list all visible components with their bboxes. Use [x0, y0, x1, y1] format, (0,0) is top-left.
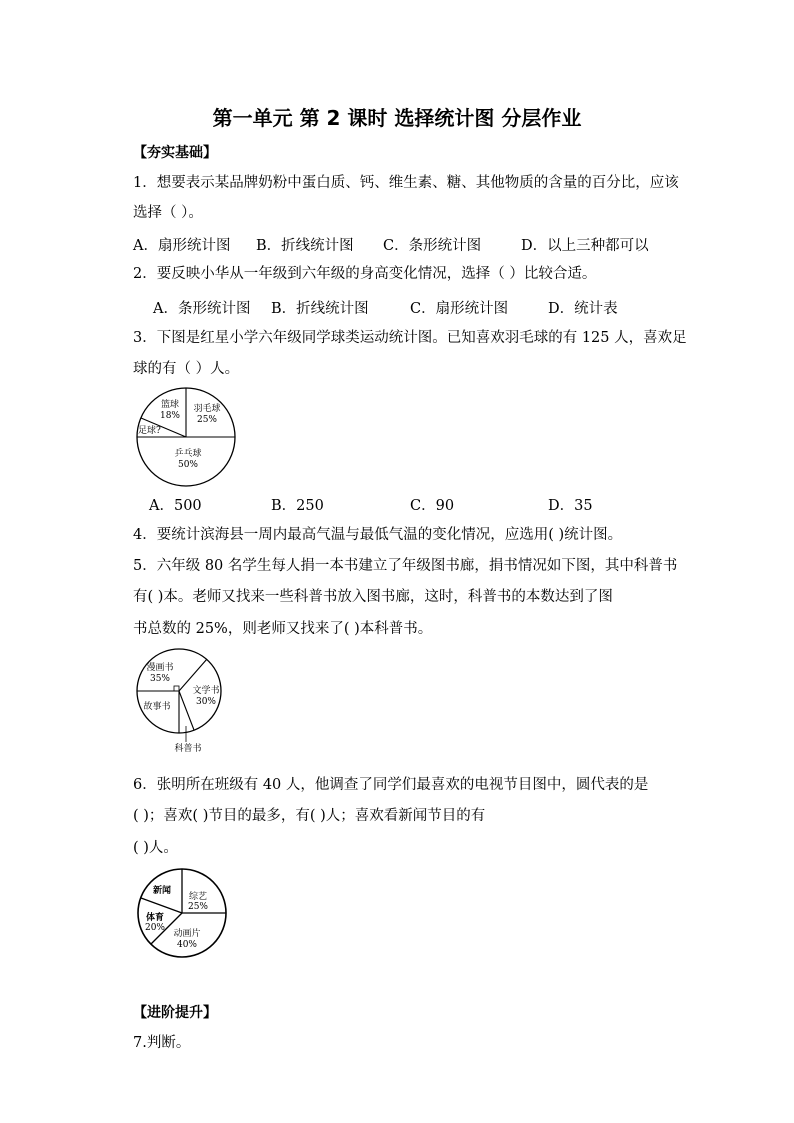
q6-text-line2: ( )；喜欢( )节目的最多，有( )人；喜欢看新闻节目的有	[133, 808, 486, 824]
q6-label-variety-pct: 25%	[187, 902, 209, 912]
q6-text-line1: 6．张明所在班级有 40 人，他调查了同学们最喜欢的电视节目图中，圆代表的是	[133, 777, 649, 793]
q2-option-b: B．折线统计图	[271, 301, 369, 317]
q3-label-pingpong: 乒乓球	[174, 449, 202, 459]
q2-option-d: D．统计表	[548, 301, 618, 317]
q5-label-literature: 文学书	[192, 686, 220, 696]
section-advanced-heading: 【进阶提升】	[133, 1005, 217, 1021]
q6-label-cartoon-pct: 40%	[176, 940, 198, 950]
q3-option-c: C．90	[410, 498, 455, 514]
q5-label-story: 故事书	[143, 702, 171, 712]
q5-label-comic-pct: 35%	[149, 674, 171, 684]
q7-text-line1: 7.判断。	[133, 1035, 191, 1051]
q6-tv-programs-pie-chart	[135, 866, 235, 964]
q2-option-a: A．条形统计图	[153, 301, 251, 317]
q1-text-line2: 选择（ ）。	[133, 205, 203, 221]
q2-option-c: C．扇形统计图	[410, 301, 509, 317]
q2-text-line1: 2．要反映小华从一年级到六年级的身高变化情况，选择（ ）比较合适。	[133, 266, 597, 282]
q3-text-line2: 球的有（ ）人。	[133, 361, 240, 377]
q3-option-d: D．35	[548, 498, 593, 514]
q6-label-cartoon: 动画片	[173, 929, 201, 939]
q1-option-c: C．条形统计图	[383, 238, 482, 254]
q1-option-b: B．折线统计图	[256, 238, 354, 254]
section-basic-heading: 【夯实基础】	[133, 145, 217, 161]
q3-label-badminton: 羽毛球	[193, 404, 221, 414]
q3-sports-pie-chart	[130, 386, 242, 488]
q3-label-badminton-pct: 25%	[196, 415, 218, 425]
q3-option-b: B．250	[271, 498, 324, 514]
q4-text-line1: 4．要统计滨海县一周内最高气温与最低气温的变化情况，应选用( )统计图。	[133, 527, 623, 543]
q5-label-comic: 漫画书	[146, 663, 174, 673]
page-title: 第一单元 第 2 课时 选择统计图 分层作业	[212, 106, 582, 130]
q5-text-line3: 书总数的 25%，则老师又找来了( )本科普书。	[133, 621, 433, 637]
q6-label-sports-pct: 20%	[144, 923, 166, 933]
q3-label-basketball: 篮球	[160, 400, 180, 410]
q3-label-pingpong-pct: 50%	[177, 460, 199, 470]
q1-option-a: A．扇形统计图	[133, 238, 231, 254]
q6-label-news: 新闻	[152, 886, 172, 896]
q5-label-literature-pct: 30%	[195, 697, 217, 707]
q5-text-line2: 有( )本。老师又找来一些科普书放入图书廊，这时，科普书的本数达到了图	[133, 589, 613, 605]
q1-option-d: D．以上三种都可以	[521, 238, 649, 254]
q5-label-science: 科普书	[174, 744, 202, 754]
q3-option-a: A．500	[149, 498, 202, 514]
q6-label-variety: 综艺	[188, 892, 208, 902]
q6-text-line3: ( )人。	[133, 840, 178, 856]
q3-label-football: 足球?	[138, 426, 161, 436]
q3-label-basketball-pct: 18%	[159, 411, 181, 421]
q3-text-line1: 3．下图是红星小学六年级同学球类运动统计图。已知喜欢羽毛球的有 125 人，喜欢足	[133, 330, 687, 346]
q5-books-pie-chart	[132, 646, 232, 758]
q1-text-line1: 1．想要表示某品牌奶粉中蛋白质、钙、维生素、糖、其他物质的含量的百分比，应该	[133, 175, 679, 191]
q5-text-line1: 5．六年级 80 名学生每人捐一本书建立了年级图书廊，捐书情况如下图，其中科普书	[133, 558, 678, 574]
q6-label-sports: 体育	[145, 913, 165, 923]
